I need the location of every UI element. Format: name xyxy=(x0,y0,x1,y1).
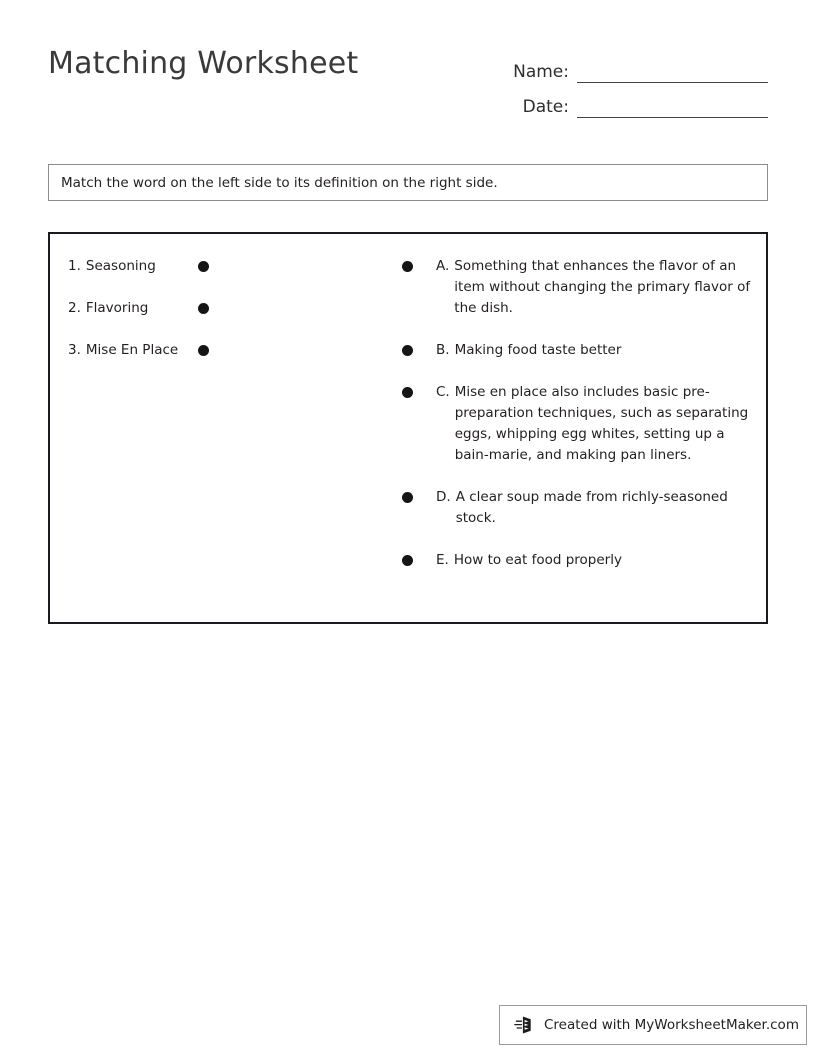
list-item[interactable] xyxy=(402,340,754,361)
list-item[interactable] xyxy=(68,298,258,319)
date-input-line[interactable] xyxy=(577,96,768,118)
term-number: 1. xyxy=(68,258,81,274)
match-dot-icon[interactable] xyxy=(402,387,413,398)
terms-column xyxy=(68,256,258,361)
term-number: 3. xyxy=(68,342,81,358)
definition-body: A clear soup made from richly-seasoned stock. xyxy=(455,489,728,526)
definition-letter: C. xyxy=(436,384,450,400)
name-date-fields xyxy=(478,48,768,118)
matching-panel xyxy=(48,232,768,624)
date-field-label: Date: xyxy=(522,97,569,117)
instruction-text: Match the word on the left side to its definition on the right side. xyxy=(61,174,498,191)
definition-letter: B. xyxy=(436,342,450,358)
instruction-box xyxy=(48,164,768,201)
match-dot-icon[interactable] xyxy=(198,345,209,356)
term-label: Mise En Place xyxy=(85,342,179,358)
term-text xyxy=(68,340,188,361)
term-label: Flavoring xyxy=(85,300,149,316)
name-input-line[interactable] xyxy=(577,61,768,83)
definition-letter: E. xyxy=(436,552,449,568)
list-item[interactable] xyxy=(402,550,754,571)
footer-attribution-badge[interactable] xyxy=(499,1005,807,1045)
name-field-label: Name: xyxy=(513,62,569,82)
match-dot-icon[interactable] xyxy=(198,303,209,314)
worksheet-maker-logo-icon xyxy=(514,1014,536,1036)
definition-text xyxy=(436,487,754,529)
match-dot-icon[interactable] xyxy=(402,261,413,272)
term-number: 2. xyxy=(68,300,81,316)
page-title: Matching Worksheet xyxy=(48,46,359,81)
term-text xyxy=(68,298,188,319)
name-field-row xyxy=(478,48,768,83)
definition-body: Making food taste better xyxy=(454,342,622,358)
term-text xyxy=(68,256,188,277)
list-item[interactable] xyxy=(402,487,754,529)
definition-letter: A. xyxy=(436,258,450,274)
list-item[interactable] xyxy=(402,256,754,319)
date-field-row xyxy=(478,83,768,118)
match-dot-icon[interactable] xyxy=(402,345,413,356)
list-item[interactable] xyxy=(402,382,754,466)
definitions-column xyxy=(402,256,754,571)
match-dot-icon[interactable] xyxy=(402,555,413,566)
definition-body: Mise en place also includes basic pre-preparation techniques, such as separating eggs, whipping egg whites, setting up a bain-marie, and making pan liners. xyxy=(454,384,749,463)
definition-body: How to eat food properly xyxy=(453,552,622,568)
footer-attribution-text: Created with MyWorksheetMaker.com xyxy=(544,1017,799,1033)
definition-body: Something that enhances the flavor of an item without changing the primary flavor of the dish. xyxy=(454,258,751,316)
term-label: Seasoning xyxy=(85,258,156,274)
match-dot-icon[interactable] xyxy=(402,492,413,503)
list-item[interactable] xyxy=(68,256,258,277)
definition-text xyxy=(436,340,754,361)
list-item[interactable] xyxy=(68,340,258,361)
match-dot-icon[interactable] xyxy=(198,261,209,272)
worksheet-header xyxy=(48,44,768,124)
definition-text xyxy=(436,382,754,466)
definition-text xyxy=(436,256,754,319)
definition-letter: D. xyxy=(436,489,451,505)
definition-text xyxy=(436,550,754,571)
